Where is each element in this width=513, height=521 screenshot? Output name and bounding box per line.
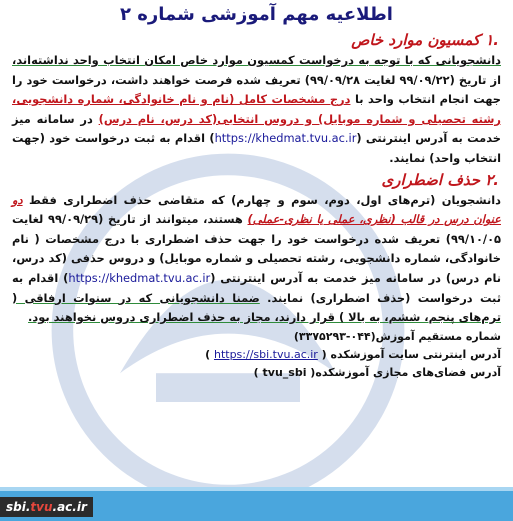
highlight-text: درج مشخصات کامل (نام و نام خانوادگی، شماره دانشجویی، رشته تحصیلی و شماره موبایل) و دروس انتخابی(کد درس، نام درس) xyxy=(12,92,501,126)
text-span: ) اقدام به ثبت درخواست خود (جهت انتخاب واحد) نمایند. xyxy=(12,131,501,165)
site-link[interactable]: https://sbi.tvu.ac.ir xyxy=(213,347,318,361)
contact-info xyxy=(8,328,505,382)
virtual-label: آدرس فضای‌های مجازی آموزشکده xyxy=(315,365,501,379)
text-span: هستند، میتوانند از تاریخ (۹۹/۰۹/۲۹ لغایت ۹۹/۱۰/۰۵) تعریف شده درخواست خود را جهت حذف اضطراری با درج مشخصات ( نام خانوادگی، شماره دانشجویی، رشته تحصیلی و شماره موبایل) و دروس حذفی (کد درس، نام درس) در سامانه میز خدمت به آدرس اینترنتی ( xyxy=(12,212,501,285)
text-span: ) اقدام به ثبت درخواست (حذف اضطراری) نمایند. xyxy=(12,270,501,305)
text-span: دانشجویان (ترم‌های اول، دوم، سوم و چهارم) که متقاضی حذف اضطراری فقط xyxy=(22,192,501,207)
text-span: ضمنا دانشجویانی که در سنوات ارفاقی ( ترم‌های پنجم، ششم، به بالا ) قرار دارند، مجاز به حذف اضطراری دروس نخواهند بود. xyxy=(12,290,501,325)
badge-left: sbi. xyxy=(6,500,31,514)
khedmat-link[interactable]: https://khedmat.tvu.ac.ir xyxy=(214,131,357,146)
section-body-special-commission xyxy=(8,51,505,169)
virtual-handle: ( tvu_sbi ) xyxy=(253,365,316,379)
badge-right: .ac.ir xyxy=(52,500,87,514)
badge-mid: tvu xyxy=(30,500,53,514)
page-title: اطلاعیه مهم آموزشی شماره ۲ xyxy=(120,4,393,25)
text-span: دانشجویانی که با توجه به درخواست کمسیون موارد خاص امکان انتخاب واحد نداشته‌اند، xyxy=(12,53,501,67)
notice-content xyxy=(8,0,505,487)
section-body-emergency-drop xyxy=(8,191,505,328)
site-line: آدرس اینترنتی سایت آموزشکده ( https://sbi.tvu.ac.ir ) xyxy=(205,347,501,361)
site-badge xyxy=(0,497,93,517)
site-label: آدرس اینترنتی سایت آموزشکده xyxy=(330,347,501,361)
virtual-line xyxy=(12,364,501,382)
phone-number: (۰۴۴-۳۳۷۵۲۹۳) xyxy=(293,329,376,343)
khedmat-link[interactable]: https://khedmat.tvu.ac.ir xyxy=(68,270,211,285)
text-span: از تاریخ (۹۹/۰۹/۲۲ لغایت ۹۹/۰۹/۲۸) تعریف شده فرصت خواهند داشت، درخواست خود را جهت انجام انتخاب واحد با xyxy=(12,72,502,107)
phone-line xyxy=(12,328,501,346)
highlight-text: دو عنوان درس در قالب (نظری، عملی یا نظری-عملی) xyxy=(12,192,501,227)
phone-label: شماره مستقیم آموزش xyxy=(375,329,501,343)
section-heading-special-commission: .۱ کمسیون موارد خاص xyxy=(351,31,499,49)
text-span: در سامانه میز خدمت به آدرس اینترنتی ( xyxy=(12,111,501,146)
section-heading-emergency-drop: .۲ حذف اضطراری xyxy=(381,170,499,189)
